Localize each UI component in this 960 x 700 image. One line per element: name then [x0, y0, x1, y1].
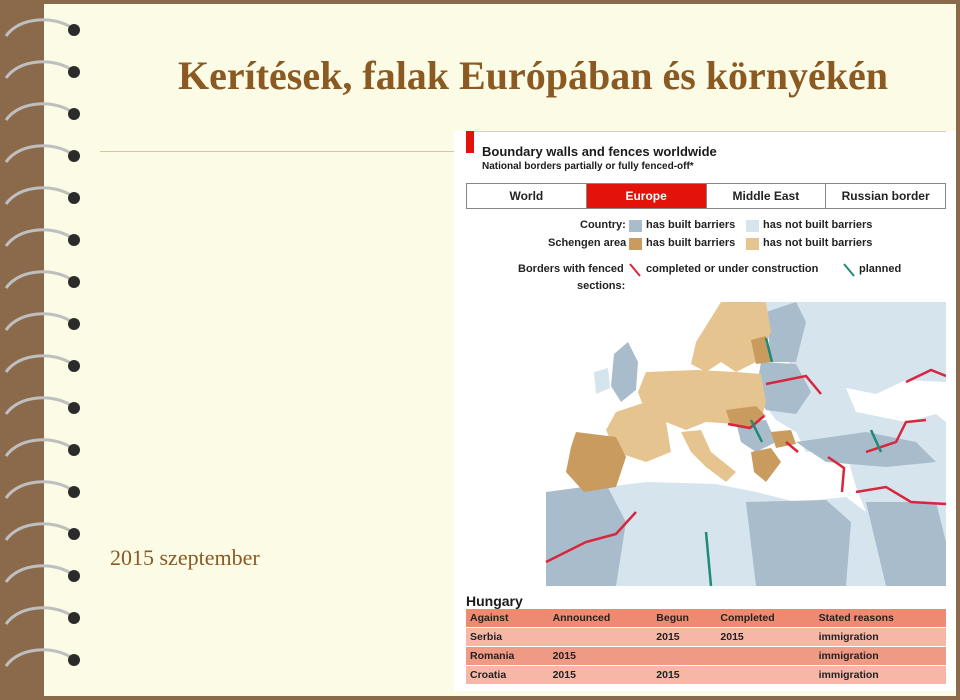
- spiral-hole: [68, 276, 80, 288]
- hungary-heading: Hungary: [466, 593, 523, 609]
- swatch-schengen-built: [629, 238, 642, 250]
- spiral-hole: [68, 360, 80, 372]
- slide-subtitle: 2015 szeptember: [110, 545, 260, 570]
- spiral-ring: [6, 62, 72, 78]
- spiral-ring: [6, 482, 72, 498]
- spiral-ring: [6, 608, 72, 624]
- cell-completed: [716, 666, 814, 685]
- spiral-ring: [6, 314, 72, 330]
- legend-planned-line: [842, 262, 856, 278]
- swatch-schengen-not-built: [746, 238, 759, 250]
- cell-begun: 2015: [656, 631, 680, 643]
- spiral-hole: [68, 192, 80, 204]
- spiral-ring: [6, 398, 72, 414]
- cell-begun: 2015: [656, 669, 680, 681]
- col-begun: Begun: [656, 612, 689, 624]
- col-announced: Announced: [552, 612, 611, 624]
- cell-reason: immigration: [818, 631, 879, 643]
- legend-country-label: Country:: [580, 219, 626, 231]
- legend-schengen-not-built: has not built barriers: [763, 237, 873, 249]
- cell-reason: immigration: [818, 650, 879, 662]
- spiral-hole: [68, 150, 80, 162]
- cell-completed: 2015: [720, 631, 744, 643]
- table-row: [466, 628, 946, 647]
- spiral-hole: [68, 570, 80, 582]
- graphic-subtitle: National borders partially or fully fenced-off*: [482, 161, 694, 172]
- legend-schengen-built: has built barriers: [646, 237, 736, 249]
- spiral-hole: [68, 318, 80, 330]
- legend-schengen-label: Schengen area: [548, 237, 627, 249]
- spiral-ring: [6, 230, 72, 246]
- spiral-ring: [6, 146, 72, 162]
- cell-reason: immigration: [818, 669, 879, 681]
- slide-title: Kerítések, falak Európában és környékén: [178, 53, 889, 98]
- spiral-ring: [6, 272, 72, 288]
- spiral-hole: [68, 486, 80, 498]
- spiral-hole: [68, 108, 80, 120]
- legend-planned: planned: [859, 263, 902, 275]
- tab-russian-border[interactable]: Russian border: [841, 189, 930, 203]
- spiral-ring: [6, 356, 72, 372]
- cell-against: Romania: [470, 650, 515, 662]
- cell-against: Serbia: [470, 631, 503, 643]
- spiral-ring: [6, 20, 72, 36]
- spiral-ring: [6, 188, 72, 204]
- table-row: [466, 666, 946, 685]
- map-libya-egypt-built: [746, 500, 851, 586]
- table-row: [466, 647, 946, 666]
- tab-middle-east[interactable]: Middle East: [707, 184, 827, 208]
- graphic-red-tag: [466, 131, 474, 153]
- swatch-country-built: [629, 220, 642, 232]
- swatch-country-not-built: [746, 220, 759, 232]
- spiral-hole: [68, 654, 80, 666]
- col-stated-reasons: Stated reasons: [818, 612, 894, 624]
- spiral-hole: [68, 612, 80, 624]
- cell-announced: [549, 628, 653, 647]
- spiral-ring: [6, 566, 72, 582]
- legend-borders-label: Borders with fenced: [518, 263, 624, 275]
- spiral-hole: [68, 24, 80, 36]
- spiral-binding: [0, 0, 90, 700]
- spiral-ring: [6, 650, 72, 666]
- tab-world[interactable]: World: [467, 184, 587, 208]
- cell-begun: [652, 647, 716, 666]
- spiral-hole: [68, 402, 80, 414]
- legend-borders-label-2: sections:: [577, 280, 626, 292]
- europe-map: [466, 302, 946, 586]
- col-against: Against: [470, 612, 509, 624]
- legend-country-not-built: has not built barriers: [763, 219, 873, 231]
- col-completed: Completed: [720, 612, 775, 624]
- tab-europe[interactable]: Europe: [587, 184, 707, 208]
- title-underline: [100, 151, 460, 152]
- legend-completed: completed or under construction: [646, 263, 819, 275]
- spiral-hole: [68, 66, 80, 78]
- legend-country-built: has built barriers: [646, 219, 736, 231]
- table-header-row: [466, 609, 946, 628]
- spiral-ring: [6, 104, 72, 120]
- region-tabs: [466, 183, 946, 209]
- cell-against: Croatia: [470, 669, 507, 681]
- legend-completed-line: [628, 262, 642, 278]
- graphic-top-rule: [466, 131, 946, 132]
- cell-completed: [716, 647, 814, 666]
- spiral-hole: [68, 528, 80, 540]
- cell-announced: 2015: [552, 650, 576, 662]
- spiral-hole: [68, 234, 80, 246]
- spiral-hole: [68, 444, 80, 456]
- spiral-ring: [6, 440, 72, 456]
- spiral-ring: [6, 524, 72, 540]
- graphic-title: Boundary walls and fences worldwide: [482, 144, 717, 159]
- hungary-table: [466, 609, 946, 685]
- cell-announced: 2015: [552, 669, 576, 681]
- fence-map-graphic: [454, 131, 956, 691]
